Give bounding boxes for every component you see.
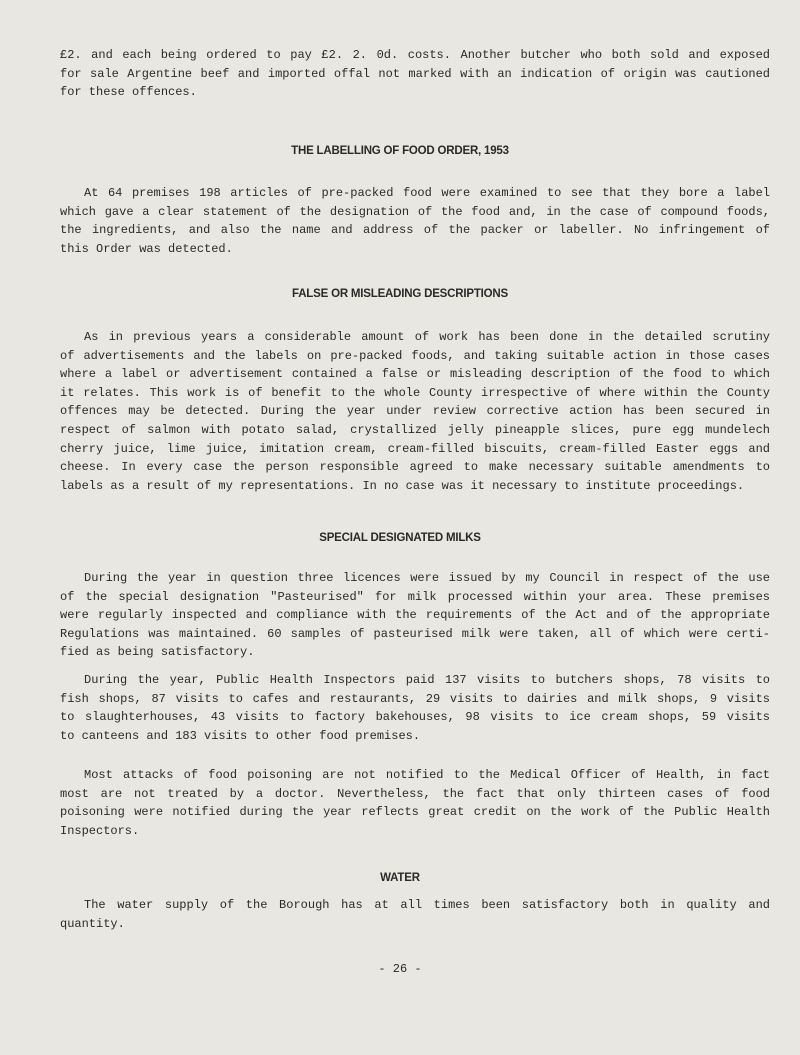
text-line: were regularly inspected and compliance with the requirements of the Act and of the appropriate (60, 608, 770, 623)
text-line: the ingredients, and also the name and address of the packer or labeller. No infringement of (60, 223, 770, 238)
paragraph (60, 184, 770, 258)
text-line: During the year, Public Health Inspectors paid 137 visits to butchers shops, 78 visits to (84, 673, 770, 687)
text-line: of the special designation "Pasteurised" for milk processed within your area. These premises (60, 589, 770, 604)
paragraph (60, 328, 770, 495)
paragraph (60, 766, 770, 840)
paragraph (60, 671, 770, 745)
text-line: which gave a clear statement of the designation of the food and, in the case of compound foods, (60, 204, 770, 219)
text-line: poisoning were notified during the year reflects great credit on the work of the Public Health (60, 805, 770, 820)
text-line: During the year in question three licences were issued by my Council in respect of the use (84, 571, 770, 585)
text-line: for these offences. (60, 85, 197, 100)
text-line: cheese. In every case the person responsible agreed to make necessary suitable amendments to (60, 460, 770, 475)
paragraph (60, 569, 770, 662)
text-line: offences may be detected. During the year under review corrective action has been secured in (60, 404, 770, 419)
text-line: Inspectors. (60, 823, 140, 838)
paragraph (60, 46, 770, 102)
text-line: labels as a result of my representations. In no case was it necessary to institute proceedings. (60, 478, 745, 493)
text-line: As in previous years a considerable amount of work has been done in the detailed scrutiny (84, 330, 770, 344)
text-line: fied as being satisfactory. (60, 645, 255, 660)
text-line: for sale Argentine beef and imported offal not marked with an indication of origin was cautioned (60, 66, 770, 81)
section-heading: SPECIAL DESIGNATED MILKS (319, 532, 481, 544)
text-line: respect of salmon with potato salad, crystallized jelly pineapple slices, pure egg mundelech (60, 422, 770, 437)
text-line: of advertisements and the labels on pre-packed foods, and taking suitable action in those cases (60, 348, 770, 363)
text-line: £2. and each being ordered to pay £2. 2. 0d. costs. Another butcher who both sold and exposed (60, 48, 770, 62)
text-line: it relates. This work is of benefit to the whole County irrespective of where within the County (60, 385, 770, 400)
page-number: - 26 - (378, 962, 422, 976)
text-line: The water supply of the Borough has at all times been satisfactory both in quality and (84, 898, 770, 912)
text-line: most are not treated by a doctor. Nevertheless, the fact that only thirteen cases of food (60, 786, 770, 801)
text-line: cherry juice, lime juice, imitation cream, cream-filled biscuits, cream-filled Easter eggs and (60, 441, 770, 456)
section-heading: FALSE OR MISLEADING DESCRIPTIONS (292, 288, 508, 300)
text-line: quantity. (60, 916, 125, 931)
text-line: Regulations was maintained. 60 samples of pasteurised milk were taken, all of which were certi- (60, 626, 770, 641)
text-line: to slaughterhouses, 43 visits to factory bakehouses, 98 visits to ice cream shops, 59 visits (60, 710, 770, 725)
text-line: this Order was detected. (60, 241, 233, 256)
section-heading: WATER (380, 872, 420, 884)
text-line: where a label or advertisement contained a false or misleading description of the food to which (60, 367, 770, 382)
text-line: to canteens and 183 visits to other food premises. (60, 728, 421, 743)
text-line: Most attacks of food poisoning are not notified to the Medical Officer of Health, in fact (84, 768, 770, 782)
text-line: At 64 premises 198 articles of pre-packed food were examined to see that they bore a label (84, 186, 770, 200)
text-line: fish shops, 87 visits to cafes and restaurants, 29 visits to dairies and milk shops, 9 visits (60, 691, 770, 706)
section-heading: THE LABELLING OF FOOD ORDER, 1953 (291, 145, 509, 157)
paragraph (60, 896, 770, 933)
